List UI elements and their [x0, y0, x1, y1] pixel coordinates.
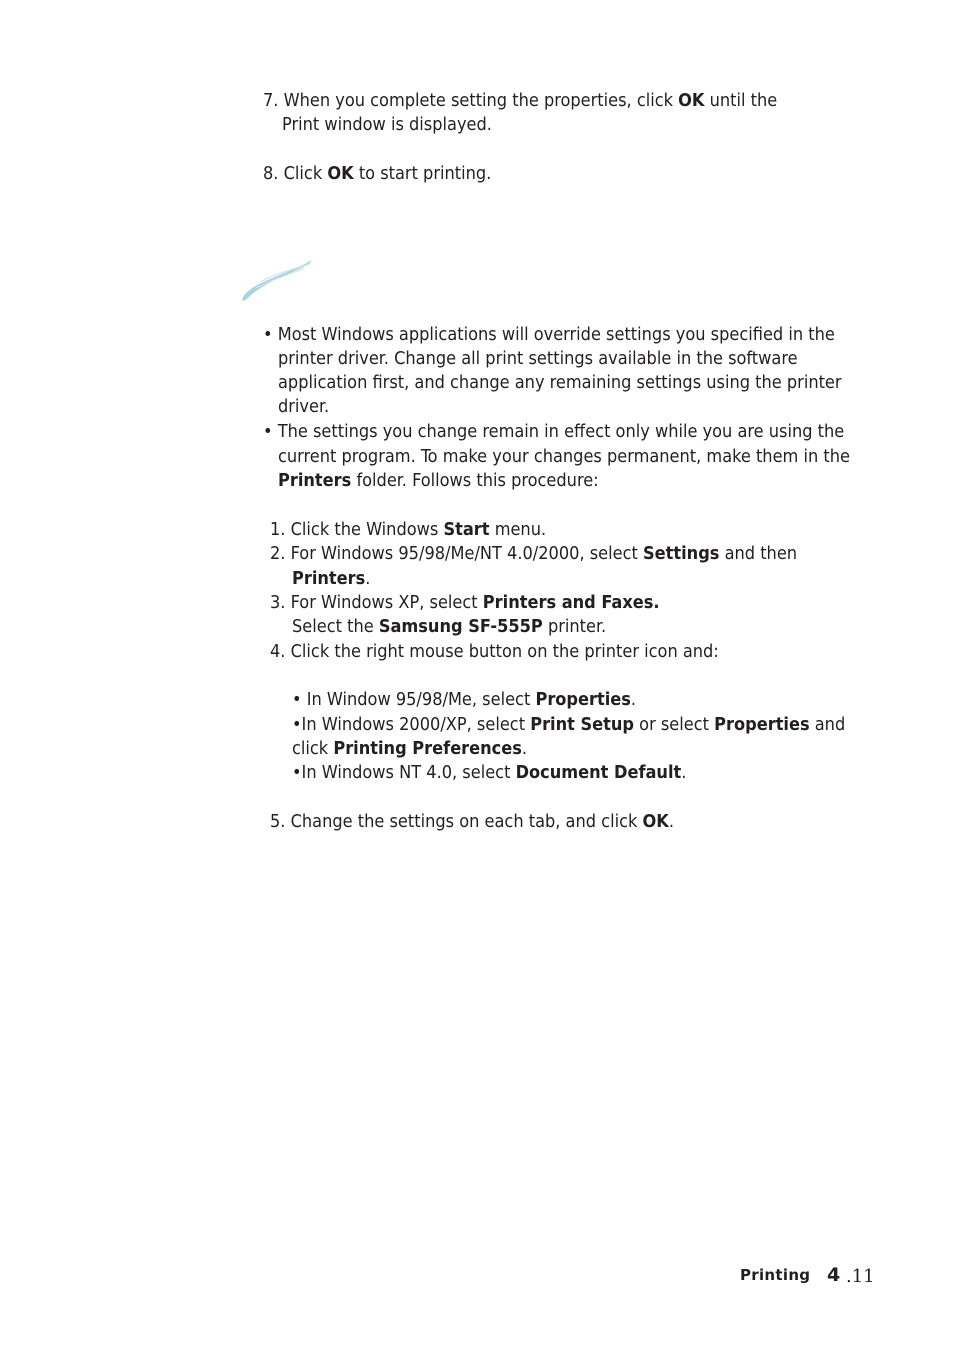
printers-folder-keyword: Printers	[278, 470, 352, 491]
step-text: •In Windows 2000/XP, select	[292, 714, 531, 735]
step-text: When you complete setting the properties, click	[283, 90, 679, 111]
procedure-step-1	[270, 518, 546, 542]
procedure-step-5	[270, 810, 674, 834]
step-text: .	[681, 762, 687, 783]
note-brush-stroke-icon	[240, 256, 316, 306]
procedure-step-3	[270, 591, 660, 615]
note-text: current program. To make your changes permanent, make them in the	[278, 446, 850, 467]
settings-keyword: Settings	[643, 543, 720, 564]
note-bullet-2-line-2	[278, 445, 850, 469]
step-number: 3.	[270, 592, 286, 613]
note-text: folder. Follows this procedure:	[351, 470, 599, 491]
step-text: For Windows XP, select	[290, 592, 483, 613]
note-text: printer driver. Change all print settings available in the software	[278, 348, 798, 369]
note-bullet-1-line-2	[278, 347, 798, 371]
step-text: Change the settings on each tab, and click	[290, 811, 643, 832]
start-keyword: Start	[443, 519, 490, 540]
step-text: Click the Windows	[290, 519, 444, 540]
footer-chapter-number: 4	[827, 1264, 841, 1286]
note-bullet-1	[263, 323, 835, 347]
step-text: menu.	[489, 519, 547, 540]
procedure-step-4	[270, 640, 719, 664]
footer-section-label: Printing	[740, 1266, 811, 1284]
step-number: 8.	[263, 163, 279, 184]
sub-bullet-win9x	[292, 688, 636, 712]
sub-bullet-winnt	[292, 761, 686, 785]
step-7-continuation	[282, 113, 492, 137]
step-number: 1.	[270, 519, 286, 540]
step-number: 2.	[270, 543, 286, 564]
bullet: •	[263, 324, 273, 345]
note-text: The settings you change remain in effect only while you are using the	[277, 421, 845, 442]
step-text: For Windows 95/98/Me/NT 4.0/2000, select	[290, 543, 643, 564]
properties-keyword: Properties	[714, 714, 810, 735]
step-text: and	[809, 714, 846, 735]
step-text: .	[521, 738, 528, 759]
note-bullet-1-line-3	[278, 371, 842, 395]
note-bullet-1-line-4	[278, 395, 329, 419]
printers-keyword: Printers	[292, 568, 366, 589]
note-bullet-2-line-3	[278, 469, 599, 493]
document-default-keyword: Document Default	[515, 762, 682, 783]
procedure-step-3-continuation	[292, 615, 606, 639]
step-7	[263, 89, 777, 113]
step-number: 4.	[270, 641, 286, 662]
step-text: Click the right mouse button on the printer icon and:	[290, 641, 719, 662]
procedure-step-2-continuation	[292, 567, 370, 591]
footer-page-number: .11	[846, 1266, 875, 1287]
step-text: Click	[283, 163, 328, 184]
step-text: Print window is displayed.	[282, 114, 492, 135]
printing-preferences-keyword: Printing Preferences	[333, 738, 522, 759]
ok-keyword: OK	[327, 163, 354, 184]
printers-and-faxes-keyword: Printers and Faxes.	[482, 592, 660, 613]
procedure-step-2	[270, 542, 797, 566]
step-text: or select	[634, 714, 715, 735]
step-text: and then	[719, 543, 798, 564]
step-text: • In Window 95/98/Me, select	[292, 689, 536, 710]
bullet: •	[263, 421, 273, 442]
step-text: .	[365, 568, 371, 589]
note-text: driver.	[278, 396, 330, 417]
step-8	[263, 162, 491, 186]
note-text: application first, and change any remaining settings using the printer	[278, 372, 842, 393]
step-number: 5.	[270, 811, 286, 832]
step-text: .	[630, 689, 637, 710]
properties-keyword: Properties	[535, 689, 631, 710]
note-bullet-2	[263, 420, 844, 444]
step-text: click	[292, 738, 334, 759]
printer-model-keyword: Samsung SF-555P	[378, 616, 543, 637]
step-number: 7.	[263, 90, 279, 111]
step-text: Select the	[292, 616, 379, 637]
step-text: until the	[704, 90, 778, 111]
step-text: •In Windows NT 4.0, select	[292, 762, 516, 783]
step-text: .	[668, 811, 674, 832]
ok-keyword: OK	[642, 811, 669, 832]
print-setup-keyword: Print Setup	[530, 714, 635, 735]
step-text: printer.	[542, 616, 607, 637]
sub-bullet-win2000-xp-continuation	[292, 737, 527, 761]
step-text: to start printing.	[353, 163, 492, 184]
sub-bullet-win2000-xp	[292, 713, 845, 737]
ok-keyword: OK	[678, 90, 705, 111]
note-text: Most Windows applications will override settings you specified in the	[277, 324, 835, 345]
